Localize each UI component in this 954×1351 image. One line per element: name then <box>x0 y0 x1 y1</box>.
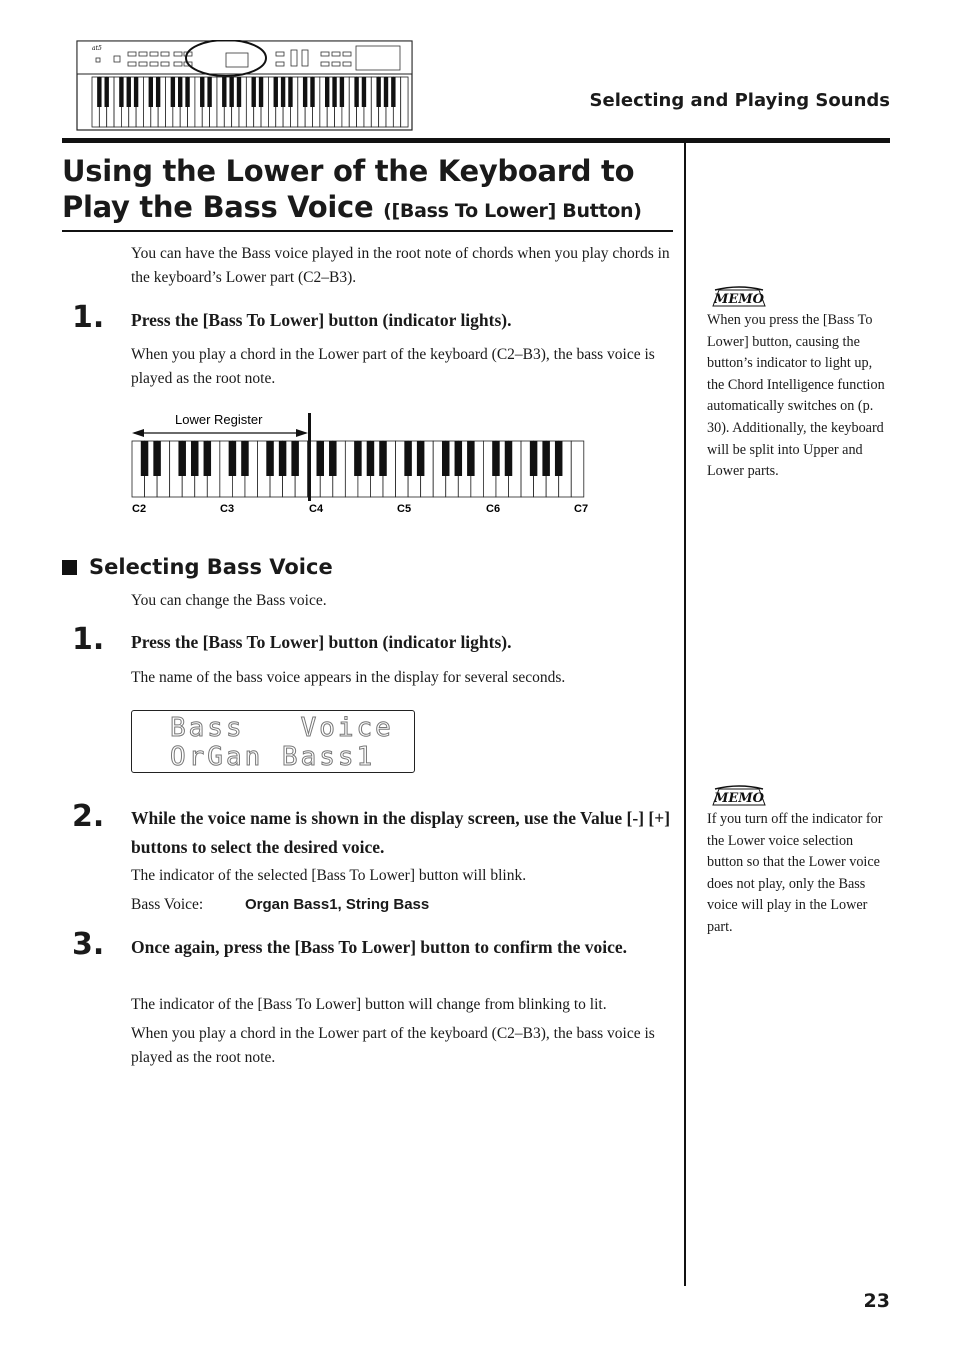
square-bullet-icon <box>62 560 77 575</box>
step-description: The indicator of the selected [Bass To Lower] button will blink. <box>131 867 527 884</box>
instrument-illustration <box>76 40 413 132</box>
black-key <box>204 441 212 476</box>
black-key <box>229 441 237 476</box>
key-label: C2 <box>132 503 147 515</box>
black-key <box>340 77 344 107</box>
black-key <box>417 441 425 476</box>
lcd-display <box>131 710 415 773</box>
svg-text:at5: at5 <box>92 45 102 52</box>
black-key <box>259 77 263 107</box>
black-key <box>149 77 153 107</box>
black-key <box>325 77 329 107</box>
section-title: Selecting and Playing Sounds <box>589 90 890 111</box>
header-rule <box>62 138 890 143</box>
black-key <box>252 77 256 107</box>
black-key <box>281 77 285 107</box>
black-key <box>455 441 463 476</box>
black-key <box>222 77 226 107</box>
title-main: Using the Lower of the Keyboard to Play the Bass Voice <box>62 154 635 224</box>
step-instruction: Press the [Bass To Lower] button (indicator lights). <box>131 632 512 652</box>
black-key <box>153 441 161 476</box>
black-key <box>274 77 278 107</box>
black-key <box>317 441 325 476</box>
title-rule <box>62 230 673 232</box>
black-key <box>332 77 336 107</box>
black-key <box>185 77 189 107</box>
black-key <box>288 77 292 107</box>
black-key <box>442 441 450 476</box>
black-key <box>384 77 388 107</box>
black-key <box>542 441 550 476</box>
black-key <box>303 77 307 107</box>
keyboard-diagram <box>128 408 598 520</box>
subsection-intro: You can change the Bass voice. <box>131 592 327 609</box>
black-key <box>404 441 412 476</box>
black-key <box>505 441 513 476</box>
black-key <box>379 441 387 476</box>
bass-voice-label: Bass Voice: <box>131 896 204 913</box>
step-number: 1. <box>72 300 105 335</box>
black-key <box>362 77 366 107</box>
page-number: 23 <box>863 1290 890 1312</box>
subsection-heading-text: Selecting Bass Voice <box>89 555 333 579</box>
step-number: 2. <box>72 799 105 834</box>
black-key <box>354 441 362 476</box>
step-description: The indicator of the [Bass To Lower] button will change from blinking to lit. <box>131 996 607 1013</box>
key-label: C5 <box>397 503 412 515</box>
step-description: The name of the bass voice appears in the display for several seconds. <box>131 669 566 686</box>
black-key <box>266 441 274 476</box>
black-key <box>127 77 131 107</box>
black-key <box>241 441 249 476</box>
step-instruction: Press the [Bass To Lower] button (indicator lights). <box>131 310 512 330</box>
black-key <box>530 441 538 476</box>
step-instruction: Once again, press the [Bass To Lower] button to confirm the voice. <box>131 937 627 957</box>
step-number: 3. <box>72 927 105 962</box>
black-key <box>376 77 380 107</box>
black-key <box>97 77 101 107</box>
black-key <box>178 441 186 476</box>
memo-label: MEMO <box>713 791 765 806</box>
black-key <box>171 77 175 107</box>
black-key <box>279 441 287 476</box>
step-number: 1. <box>72 622 105 657</box>
white-key <box>401 77 408 127</box>
column-divider <box>684 143 686 1286</box>
black-key <box>329 441 337 476</box>
black-key <box>492 441 500 476</box>
step-instruction: While the voice name is shown in the display screen, use the Value [-] [+] buttons to select the desired voice. <box>131 808 671 857</box>
key-label: C4 <box>309 503 324 515</box>
page-title <box>62 153 682 229</box>
black-key <box>354 77 358 107</box>
black-key <box>367 441 375 476</box>
lcd-line-2: OrGan Bass1 <box>170 742 376 772</box>
key-label: C6 <box>486 503 501 515</box>
black-key <box>156 77 160 107</box>
key-label: C3 <box>220 503 235 515</box>
intro-text: You can have the Bass voice played in the root note of chords when you play chords in the keyboard’s Lower part (C2–B3). <box>131 245 670 286</box>
black-key <box>191 441 199 476</box>
black-key <box>119 77 123 107</box>
black-key <box>237 77 241 107</box>
black-key <box>141 441 149 476</box>
black-key <box>467 441 475 476</box>
step-description: When you play a chord in the Lower part of the keyboard (C2–B3), the bass voice is played as the root note. <box>131 346 655 387</box>
black-key <box>291 441 299 476</box>
black-key <box>134 77 138 107</box>
black-key <box>105 77 109 107</box>
memo-text: If you turn off the indicator for the Lower voice selection button so that the Lower voice does not play, only the Bass voice will play in the Lower part. <box>707 811 883 935</box>
lower-register-label: Lower Register <box>175 412 263 427</box>
lcd-line-1: Bass Voice <box>170 713 394 743</box>
key-label: C7 <box>574 503 589 515</box>
black-key <box>207 77 211 107</box>
black-key <box>178 77 182 107</box>
memo-icon <box>711 785 767 809</box>
subsection-heading <box>62 555 333 579</box>
black-key <box>200 77 204 107</box>
title-sub: ([Bass To Lower] Button) <box>383 200 642 222</box>
black-key <box>229 77 233 107</box>
black-key <box>310 77 314 107</box>
memo-icon <box>711 286 767 310</box>
memo-label: MEMO <box>713 292 765 307</box>
bass-voice-values: Organ Bass1, String Bass <box>245 896 430 913</box>
black-key <box>555 441 563 476</box>
black-key <box>391 77 395 107</box>
white-key <box>571 441 584 497</box>
step-description: When you play a chord in the Lower part of the keyboard (C2–B3), the bass voice is played as the root note. <box>131 1025 655 1066</box>
memo-text: When you press the [Bass To Lower] button, causing the button’s indicator to light up, the Chord Intelligence function automatically switches on (p. 30). Additionally, the keyboard will be split into Upper and Lower parts. <box>707 312 885 480</box>
